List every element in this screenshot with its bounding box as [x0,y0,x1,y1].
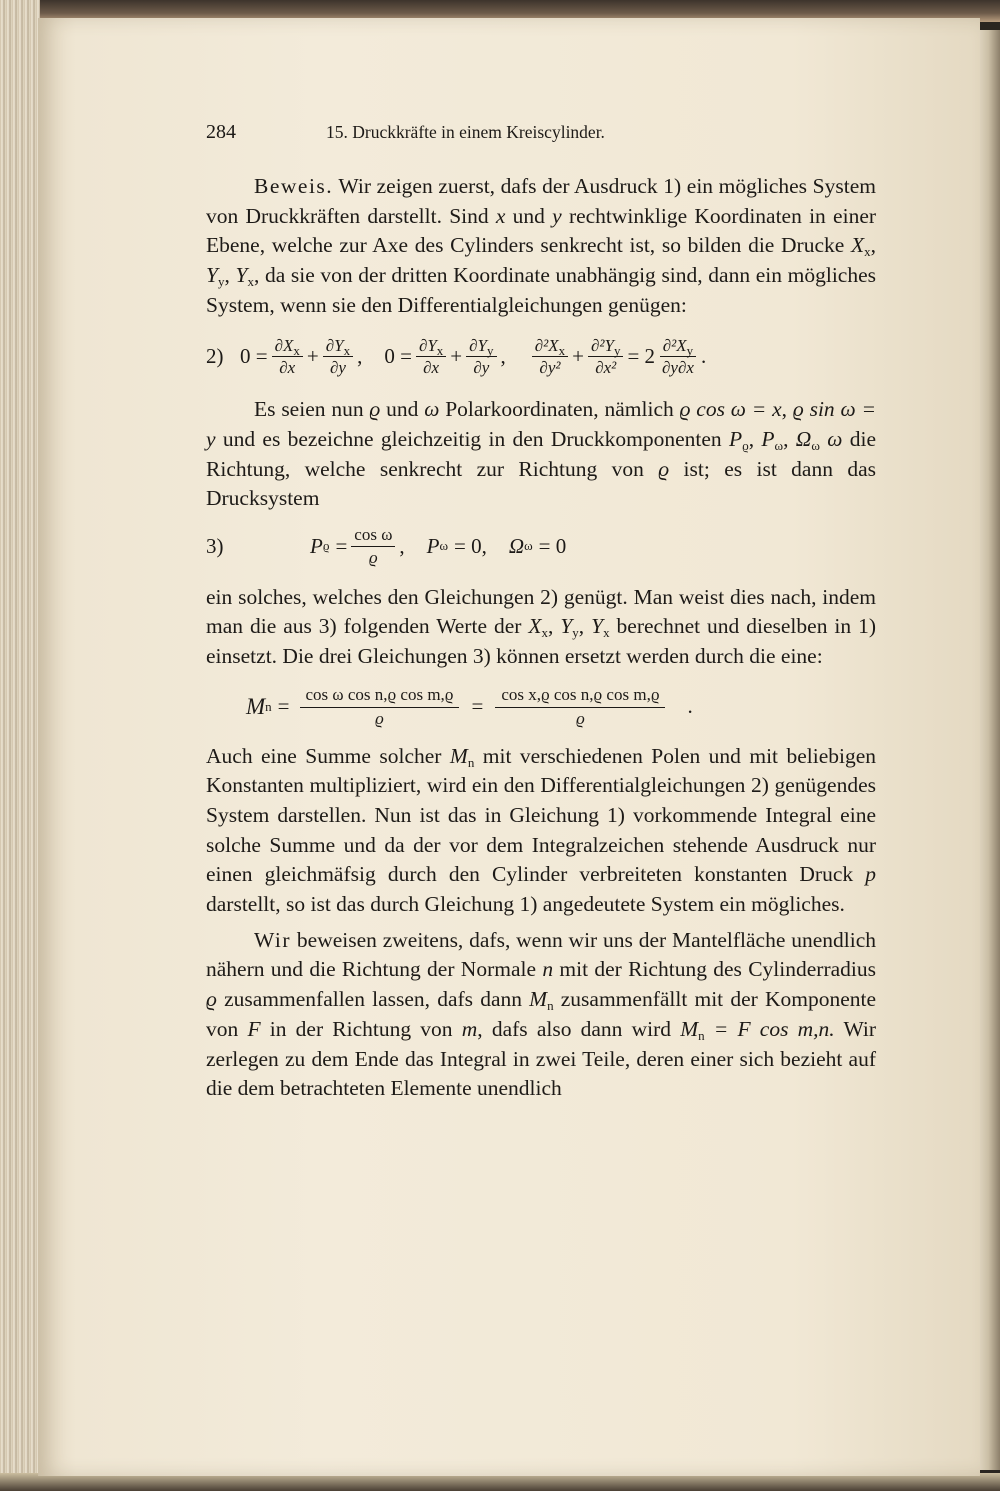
paragraph-2: Es seien nun ϱ und ω Polarkoordinaten, nämlich ϱ cos ω = x, ϱ sin ω = y und es bezeichne gleichzeitig in den Druckkomponenten $P_ϱ$, $P_\omega$, $\Omega_\omega$ ω die Richtung, welche senkrecht zur Richtung von ϱ ist; es ist dann das Drucksystem [206,397,877,511]
paragraph-1: Beweis. Wir zeigen zuerst, dafs der Ausdruck 1) ein mögliches System von Druckkräften darstellt. Sind x und y rechtwinklige Koordinaten in einer Ebene, welche zur Axe des Cylinders senkrecht ist, so bilden die Drucke $X_x$, $Y_y$, $Y_x$, da sie von der dritten Koordinate unabhängig sind, dann ein mögliches System, wenn sie den Differentialgleichungen genügen: [206,174,877,317]
fraction: $\frac{\text{cos ω cos n,ϱ cos m,ϱ}}{ϱ}$ [300,686,460,728]
fraction: $\frac{\partial^2X_y}{\partial y\partial x}$ [659,337,697,378]
fraction: $\frac{\partial^2X_x}{\text{∂y²}}$ [532,337,568,378]
fraction: $\frac{\partial Y_x}{\partial y}$ [323,337,353,378]
equation-label: 2) [206,344,224,368]
equation-3: 3) P ϱ = $\frac{\text{cos ω}}{ϱ}$ , P ω = 0, Ω ω = 0 [206,525,567,567]
equation-4: M n = $\frac{\text{cos ω cos n,ϱ cos m,ϱ}}{ϱ}$ = $\frac{\text{cos x,ϱ cos n,ϱ cos m,ϱ}}{ϱ}$ . [246,684,693,728]
fraction: $\frac{\partial Y_x}{\partial x}$ [416,337,446,378]
book-page [38,18,980,1476]
paragraph-5: Wir beweisen zweitens, dafs, wenn wir uns der Mantelfläche unendlich nähern und die Richtung der Normale n mit der Richtung des Cylinderradius ϱ zusammenfallen lassen, dafs dann $M_n$ zusammenfällt mit der Komponente von F in der Richtung von m, dafs also dann wird $M_n = F$ cos m,n. Wir zerlegen zu dem Ende das Integral in zwei Teile, deren einer sich bezieht auf die dem betrachteten Elemente unendlich [206,927,877,1101]
fraction: $\frac{\partial^2Y_y}{\text{∂x²}}$ [588,337,623,378]
equation-label: 3) [206,533,224,558]
page-text-block [206,118,876,1104]
fraction: $\frac{\text{cos x,ϱ cos n,ϱ cos m,ϱ}}{ϱ}$ [495,686,665,728]
fraction: $\frac{\partial X_x}{\partial x}$ [272,337,303,378]
page-header [206,118,876,152]
running-head: 15. Druckkräfte in einem Kreiscylinder. [326,122,605,142]
equation-2: 2) 0 = $\frac{\partial X_x}{\partial x}$ + $\frac{\partial Y_x}{\partial y}$ , 0 = $\frac{\partial Y_x}{\partial x}$ + $\frac{\partial Y_y}{\partial y}$ , $\frac{\partial^2X_x}{\text{∂y²}}$ + $\frac{\partial^2Y_y}{\text{∂x²}}$ = 2 $\frac{\partial^2X_y}{\partial y\partial x}$ . [206,335,707,378]
fraction: $\frac{\text{cos ω}}{ϱ}$ [351,526,395,567]
page-number: 284 [206,121,236,143]
fraction: $\frac{\partial Y_y}{\partial y}$ [466,337,496,378]
proof-lead: Beweis. [254,174,334,198]
paragraph-3: ein solches, welches den Gleichungen 2) genügt. Man weist dies nach, indem man die aus 3) folgenden Werte der $X_x$, $Y_y$, $Y_x$ berechnet und dieselben in 1) einsetzt. Die drei Gleichungen 3) können ersetzt werden durch die eine: [206,584,876,669]
paragraph-4: Auch eine Summe solcher $M_n$ mit verschiedenen Polen und mit beliebigen Konstanten multipliziert, wird ein den Differentialgleichungen 2) genügendes System darstellen. Nun ist das in Gleichung 1) vorkommende Integral eine solche Summe und da der vor dem Integralzeichen stehende Ausdruck nur einen gleichmäfsig durch den Cylinder verbreiteten konstanten Druck p darstellt, so ist das durch Gleichung 1) angedeutete System ein mögliches. [206,743,877,917]
book-page-stack-left [0,0,40,1491]
